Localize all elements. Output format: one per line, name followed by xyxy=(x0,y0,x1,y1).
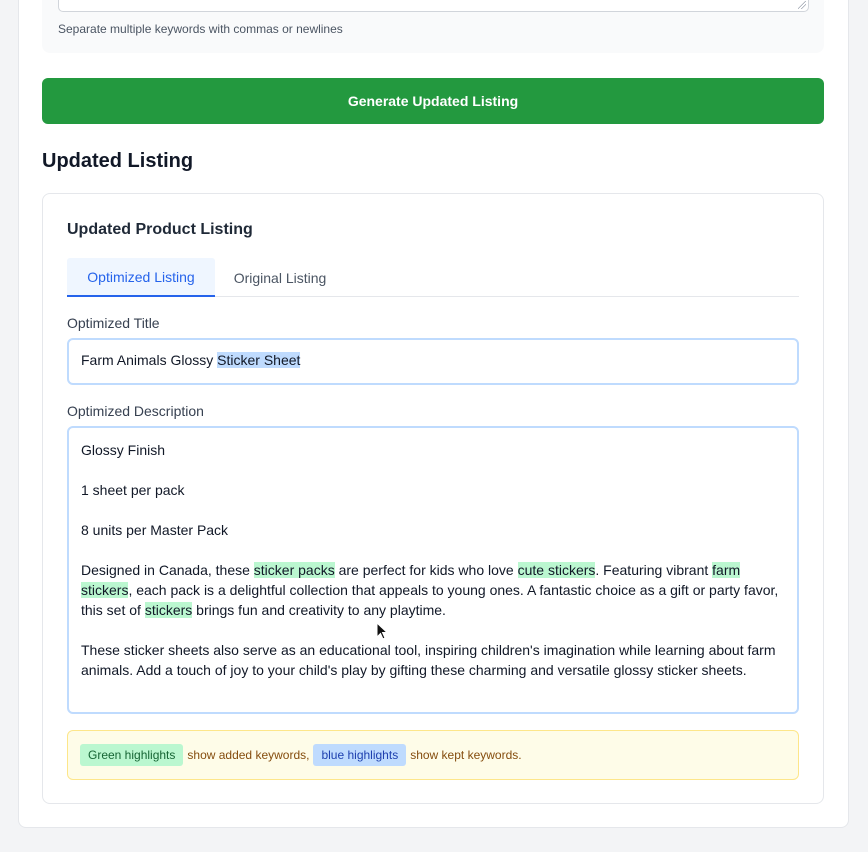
description-text: brings fun and creativity to any playtime. xyxy=(192,602,446,618)
blue-legend-text: show kept keywords. xyxy=(410,748,522,762)
resize-handle-icon[interactable] xyxy=(798,1,806,9)
description-text: Designed in Canada, these xyxy=(81,562,254,578)
tab-optimized-listing[interactable]: Optimized Listing xyxy=(67,258,215,297)
blue-highlight-chip: blue highlights xyxy=(313,744,406,766)
description-paragraph: These sticker sheets also serve as an educational tool, inspiring children's imagination while learning about farm animals. Add a touch of joy to your child's play by gifting these charming and versatile glossy sticker sheets. xyxy=(81,642,776,678)
green-highlight-chip: Green highlights xyxy=(80,744,183,766)
optimized-title-label: Optimized Title xyxy=(67,315,160,331)
mouse-cursor-icon xyxy=(376,622,388,640)
generate-updated-listing-button[interactable]: Generate Updated Listing xyxy=(42,78,824,124)
green-legend-text: show added keywords, xyxy=(187,748,310,762)
description-line: 1 sheet per pack xyxy=(81,482,185,498)
description-text: , each pack is a delightful collection that appeals to young ones. A fantastic choice as a gift or party favor, this set of xyxy=(81,582,779,618)
description-line: Glossy Finish xyxy=(81,442,166,458)
keywords-helper-text: Separate multiple keywords with commas or newlines xyxy=(58,22,343,36)
added-keyword-highlight: sticker packs xyxy=(253,562,335,578)
optimized-title-field[interactable] xyxy=(67,338,799,385)
description-line: 8 units per Master Pack xyxy=(81,522,229,538)
description-text: are perfect for kids who love xyxy=(334,562,518,578)
added-keyword-highlight: farm stickers xyxy=(81,562,741,598)
tab-original-listing[interactable]: Original Listing xyxy=(233,269,327,286)
kept-keyword-highlight: Sticker Sheet xyxy=(217,352,301,368)
highlight-legend xyxy=(67,730,799,780)
title-text: Farm Animals Glossy xyxy=(81,352,218,368)
listing-tabs xyxy=(67,258,799,297)
updated-listing-card xyxy=(42,193,824,804)
card-title: Updated Product Listing xyxy=(67,221,253,238)
section-heading: Updated Listing xyxy=(42,150,194,172)
keywords-input[interactable] xyxy=(58,0,809,12)
added-keyword-highlight: stickers xyxy=(144,602,193,618)
added-keyword-highlight: cute stickers xyxy=(517,562,596,578)
optimized-description-field[interactable] xyxy=(67,426,799,714)
optimized-description-label: Optimized Description xyxy=(67,403,204,419)
description-text: . Featuring vibrant xyxy=(595,562,713,578)
description-paragraph xyxy=(81,560,785,620)
